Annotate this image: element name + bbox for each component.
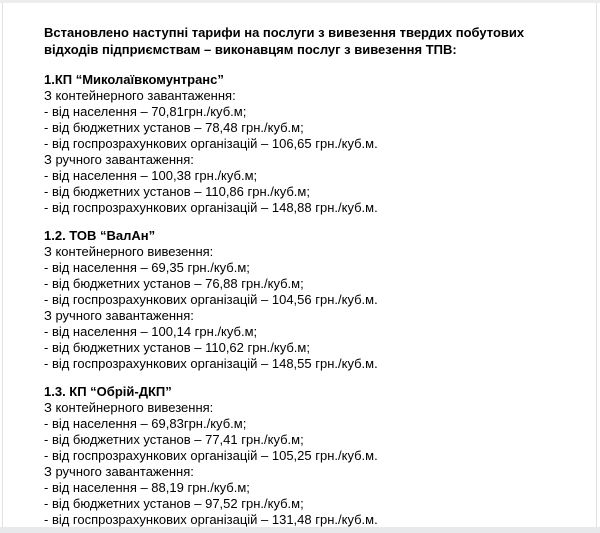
tariff-line: - від госпрозрахункових організацій – 148,55 грн./куб.м. <box>44 356 378 371</box>
tariff-section <box>44 228 566 372</box>
section-title: 1.2. ТОВ “ВалАн” <box>44 228 156 243</box>
tariff-line: - від населення – 88,19 грн./куб.м; <box>44 480 250 495</box>
group-heading: З ручного завантаження: <box>44 308 194 323</box>
tariff-line: - від госпрозрахункових організацій – 105,25 грн./куб.м. <box>44 448 378 463</box>
group-heading: З ручного завантаження: <box>44 152 194 167</box>
group-heading: З контейнерного вивезення: <box>44 400 214 415</box>
tariff-line: - від госпрозрахункових організацій – 104,56 грн./куб.м. <box>44 292 378 307</box>
tariff-line: - від населення – 69,35 грн./куб.м; <box>44 260 250 275</box>
tariff-line: - від госпрозрахункових організацій – 131,48 грн./куб.м. <box>44 512 378 527</box>
section-title: 1.КП “Миколаївкомунтранс” <box>44 72 224 87</box>
group-heading: З контейнерного завантаження: <box>44 88 236 103</box>
tariff-line: - від населення – 69,83грн./куб.м; <box>44 416 247 431</box>
tariff-line: - від госпрозрахункових організацій – 148,88 грн./куб.м. <box>44 200 378 215</box>
section-title: 1.3. КП “Обрій-ДКП” <box>44 384 172 399</box>
tariff-line: - від госпрозрахункових організацій – 106,65 грн./куб.м. <box>44 136 378 151</box>
tariff-line: - від бюджетних установ – 110,62 грн./куб.м; <box>44 340 310 355</box>
tariff-line: - від бюджетних установ – 110,86 грн./куб.м; <box>44 184 310 199</box>
tariff-line: - від бюджетних установ – 77,41 грн./куб.м; <box>44 432 304 447</box>
group-heading: З контейнерного вивезення: <box>44 244 214 259</box>
tariff-line: - від бюджетних установ – 78,48 грн./куб.м; <box>44 120 304 135</box>
tariff-line: - від населення – 100,14 грн./куб.м; <box>44 324 258 339</box>
group-heading: З ручного завантаження: <box>44 464 194 479</box>
tariff-section <box>44 72 566 216</box>
tariff-line: - від бюджетних установ – 76,88 грн./куб.м; <box>44 276 304 291</box>
tariff-line: - від бюджетних установ – 97,52 грн./куб.м; <box>44 496 304 511</box>
intro-paragraph: Встановлено наступні тарифи на послуги з вивезення твердих побутових відходів підприємствам – виконавцям послуг з вивезення ТПВ: <box>44 25 525 57</box>
tariff-line: - від населення – 70,81грн./куб.м; <box>44 104 247 119</box>
tariff-line: - від населення – 100,38 грн./куб.м; <box>44 168 258 183</box>
tariff-section <box>44 384 566 528</box>
